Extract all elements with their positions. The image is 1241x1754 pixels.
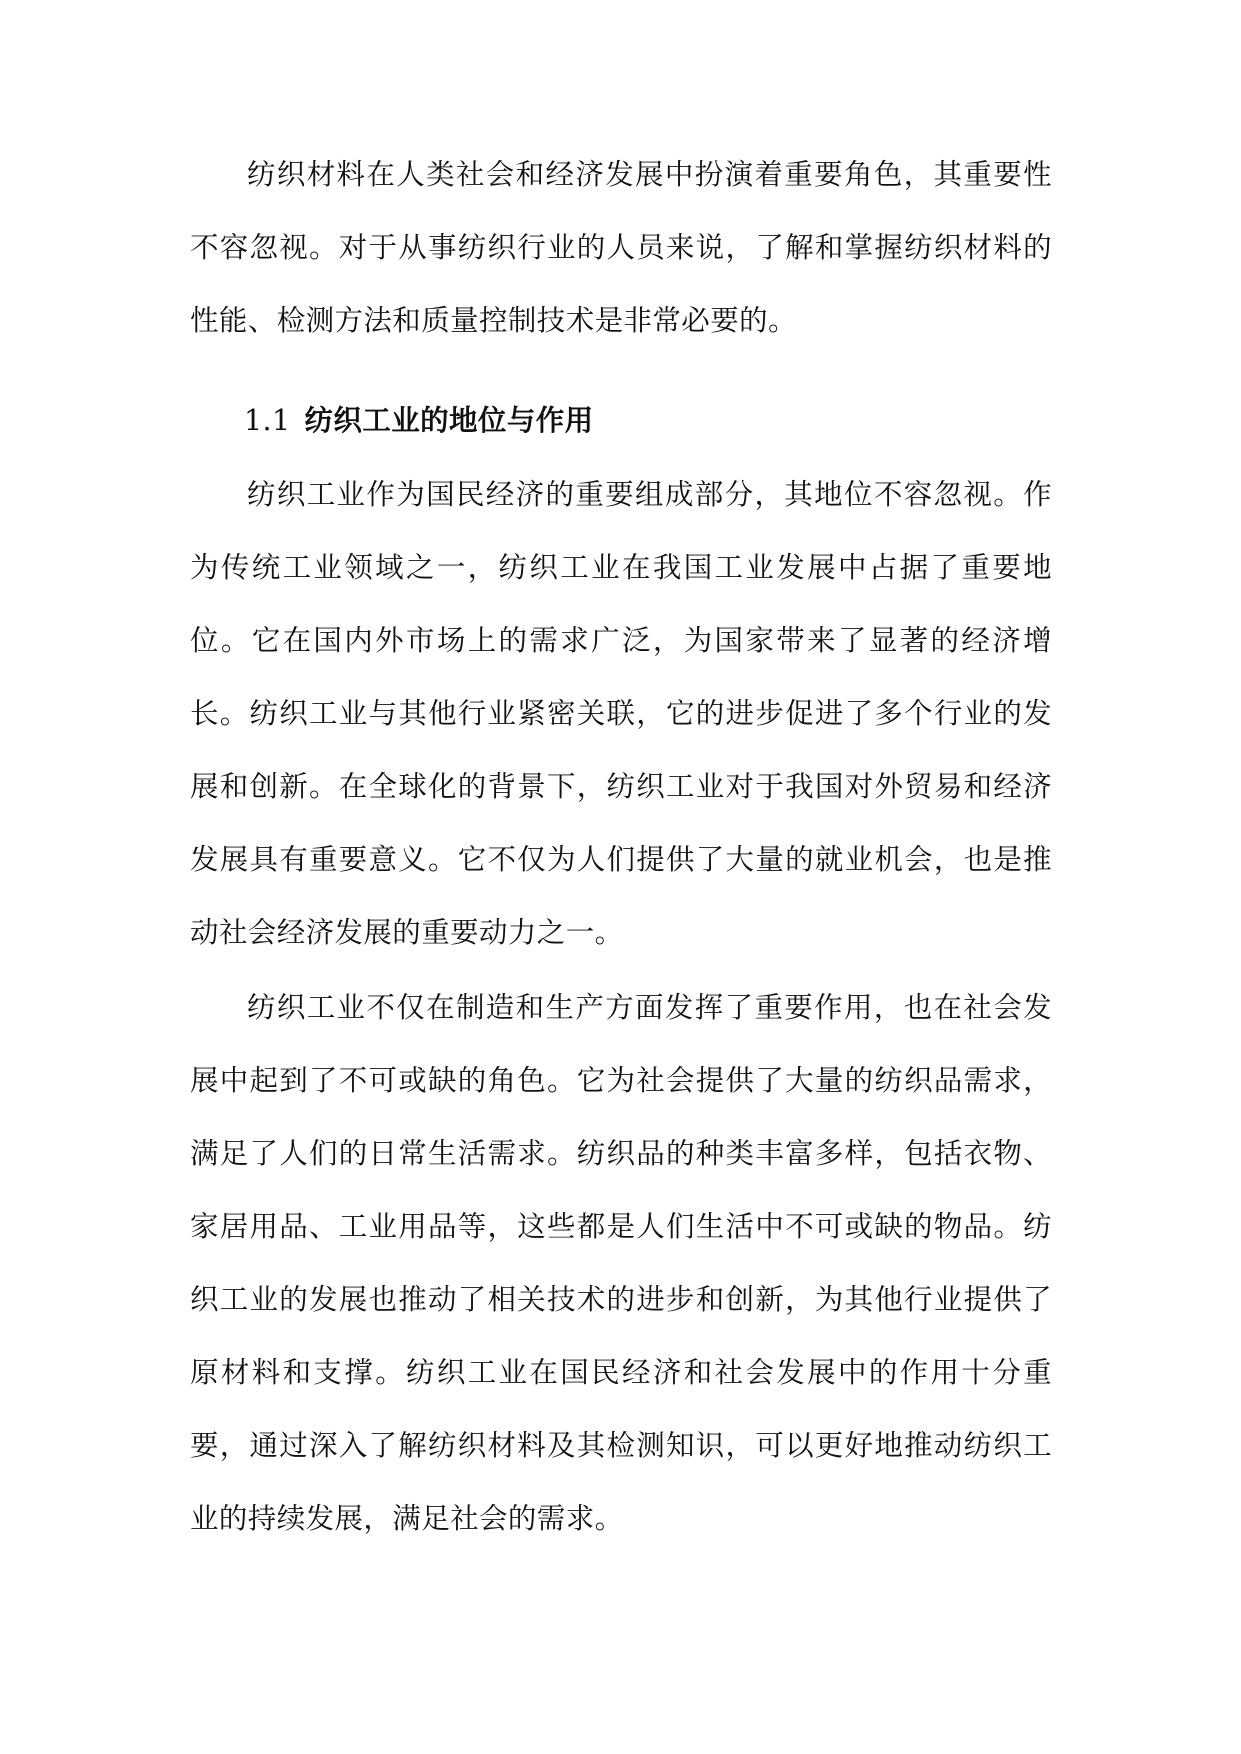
section-title: 纺织工业的地位与作用	[304, 403, 594, 437]
body-paragraph-2: 纺织工业不仅在制造和生产方面发挥了重要作用，也在社会发展中起到了不可或缺的角色。它为社会提供了大量的纺织品需求，满足了人们的日常生活需求。纺织品的种类丰富多样，包括衣物、家居用品、工业用品等，这些都是人们生活中不可或缺的物品。纺织工业的发展也推动了相关技术的进步和创新，为其他行业提供了原材料和支撑。纺织工业在国民经济和社会发展中的作用十分重要，通过深入了解纺织材料及其检测知识，可以更好地推动纺织工业的持续发展，满足社会的需求。	[190, 991, 1052, 1535]
body-paragraph-1: 纺织工业作为国民经济的重要组成部分，其地位不容忽视。作为传统工业领域之一，纺织工业在我国工业发展中占据了重要地位。它在国内外市场上的需求广泛，为国家带来了显著的经济增长。纺织工业与其他行业紧密关联，它的进步促进了多个行业的发展和创新。在全球化的背景下，纺织工业对于我国对外贸易和经济发展具有重要意义。它不仅为人们提供了大量的就业机会，也是推动社会经济发展的重要动力之一。	[190, 478, 1052, 949]
section-heading	[190, 383, 1052, 458]
intro-paragraph: 纺织材料在人类社会和经济发展中扮演着重要角色，其重要性不容忽视。对于从事纺织行业的人员来说，了解和掌握纺织材料的性能、检测方法和质量控制技术是非常必要的。	[190, 158, 1052, 337]
section-number: 1.1	[244, 404, 291, 437]
document-page	[190, 138, 1052, 1555]
